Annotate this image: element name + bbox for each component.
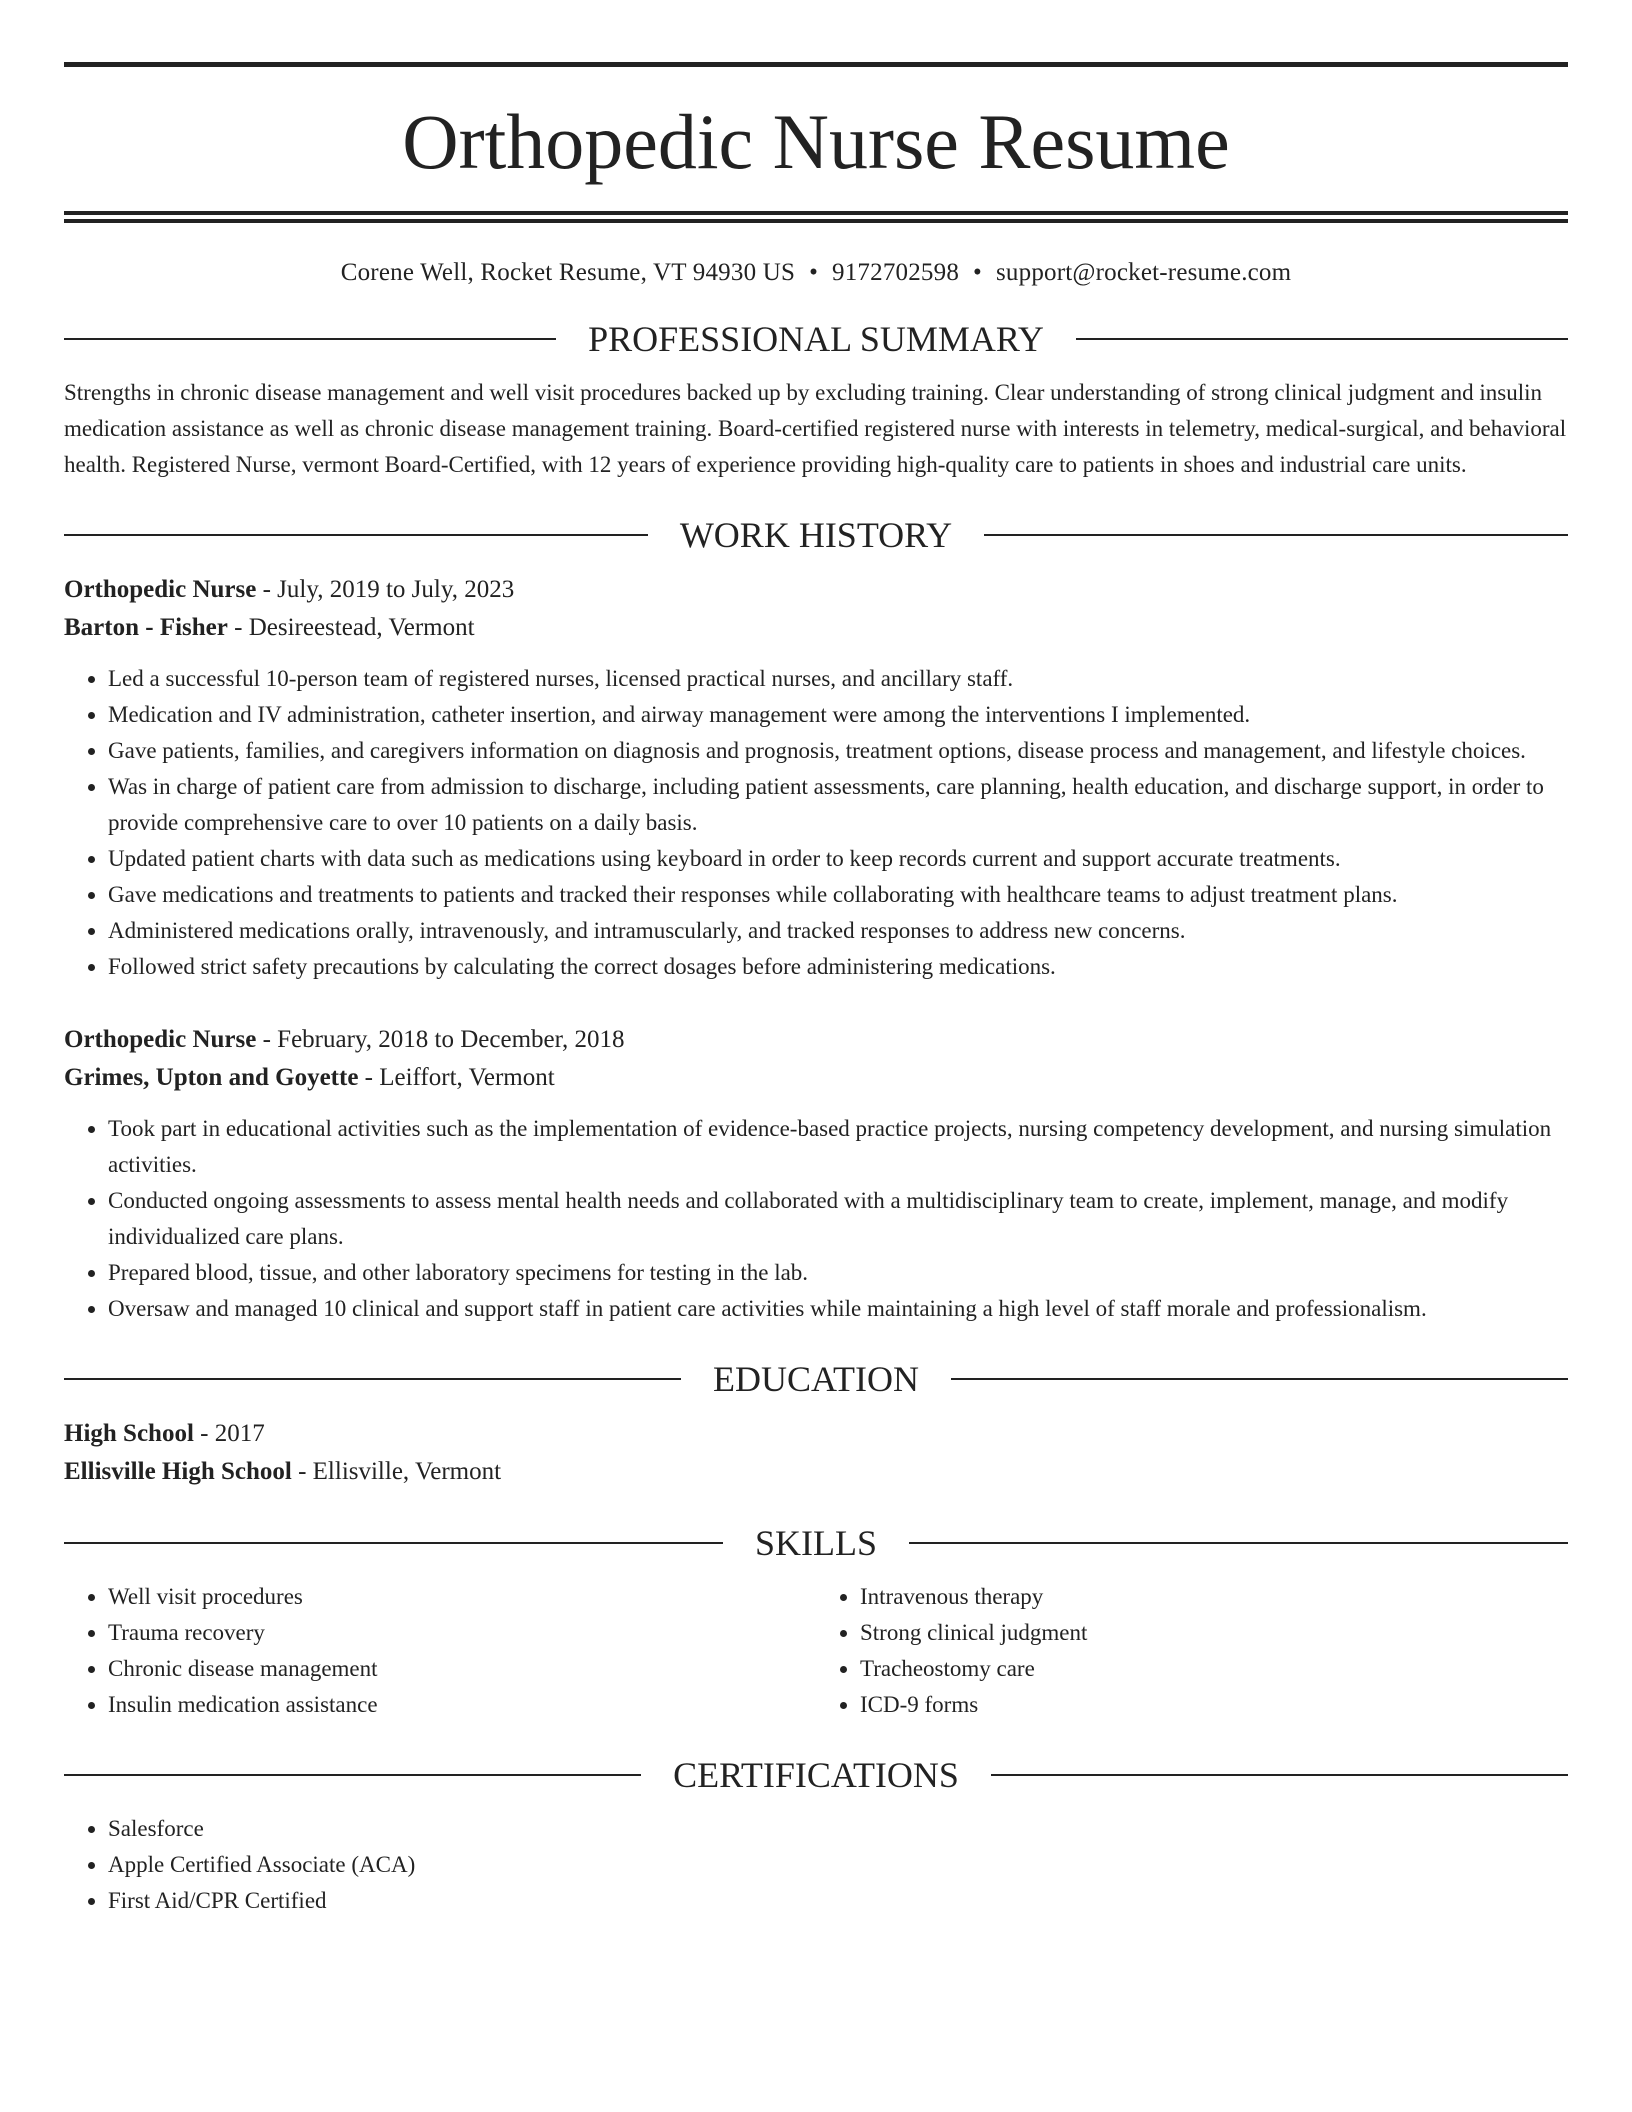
- job-bullet: • Updated patient charts with data such as medications using keyboard in order to keep records current and support accurate treatments.: [108, 841, 1568, 877]
- divider: [984, 534, 1568, 536]
- job-company: Grimes, Upton and Goyette: [64, 1064, 359, 1091]
- section-header-certifications: [64, 1757, 1568, 1793]
- job-list: [64, 571, 1568, 1327]
- section-header-work: [64, 517, 1568, 553]
- job-bullet: • Gave medications and treatments to patients and tracked their responses while collaborating with healthcare teams to adjust treatment plans.: [108, 877, 1568, 913]
- job-bullet: • Oversaw and managed 10 clinical and support staff in patient care activities while maintaining a high level of staff morale and professionalism.: [108, 1291, 1568, 1327]
- contact-separator: •: [809, 259, 819, 286]
- title-double-rule: [64, 211, 1568, 223]
- certification-item: • Salesforce: [108, 1811, 1568, 1847]
- section-title: SKILLS: [755, 1523, 878, 1563]
- section-title: CERTIFICATIONS: [673, 1755, 959, 1795]
- section-title: EDUCATION: [713, 1359, 919, 1399]
- job-company-line: [64, 1059, 1568, 1097]
- divider: [64, 1378, 681, 1380]
- section-header-summary: [64, 321, 1568, 357]
- certifications-list: [64, 1811, 1568, 1919]
- divider: [64, 534, 648, 536]
- job-title-line: [64, 571, 1568, 609]
- job-bullet: • Conducted ongoing assessments to assess mental health needs and collaborated with a multidisciplinary team to create, implement, manage, and modify individualized care plans.: [108, 1183, 1568, 1255]
- education-school-line: [64, 1453, 1568, 1491]
- job-bullet: • Led a successful 10-person team of registered nurses, licensed practical nurses, and ancillary staff.: [108, 661, 1568, 697]
- skills-grid: [64, 1579, 1568, 1723]
- section-title: WORK HISTORY: [679, 515, 953, 555]
- job-location: - Desireestead, Vermont: [227, 614, 475, 641]
- job-location: - Leiffort, Vermont: [358, 1064, 555, 1091]
- job-bullet: • Gave patients, families, and caregivers information on diagnosis and prognosis, treatment options, disease process and management, and lifestyle choices.: [108, 733, 1568, 769]
- skill-item: • ICD-9 forms: [860, 1687, 1568, 1723]
- skill-item: • Strong clinical judgment: [860, 1615, 1568, 1651]
- job-bullets: [64, 661, 1568, 985]
- contact-address: Corene Well, Rocket Resume, VT 94930 US: [340, 259, 796, 286]
- section-title: PROFESSIONAL SUMMARY: [588, 319, 1044, 359]
- education-location: - Ellisville, Vermont: [291, 1458, 502, 1485]
- skill-item: • Well visit procedures: [108, 1579, 816, 1615]
- skills-list-left: [64, 1579, 816, 1723]
- divider: [951, 1378, 1568, 1380]
- skill-item: • Tracheostomy care: [860, 1651, 1568, 1687]
- education-degree-line: [64, 1415, 1568, 1453]
- job-bullet: • Medication and IV administration, catheter insertion, and airway management were among the interventions I implemented.: [108, 697, 1568, 733]
- page-title: Orthopedic Nurse Resume: [402, 98, 1230, 185]
- section-header-education: [64, 1361, 1568, 1397]
- job-company-line: [64, 609, 1568, 647]
- section-header-skills: [64, 1525, 1568, 1561]
- top-rule: [64, 62, 1568, 67]
- job-company: Barton - Fisher: [64, 614, 228, 641]
- certification-item: • First Aid/CPR Certified: [108, 1883, 1568, 1919]
- skill-item: • Chronic disease management: [108, 1651, 816, 1687]
- education-degree: High School: [64, 1420, 194, 1447]
- job-bullet: • Administered medications orally, intravenously, and intramuscularly, and tracked responses to address new concerns.: [108, 913, 1568, 949]
- skill-item: • Intravenous therapy: [860, 1579, 1568, 1615]
- divider: [909, 1542, 1568, 1544]
- contact-email: support@rocket-resume.com: [995, 259, 1292, 286]
- skill-item: • Insulin medication assistance: [108, 1687, 816, 1723]
- skills-list-right: [816, 1579, 1568, 1723]
- divider: [64, 1542, 723, 1544]
- job-entry: [64, 571, 1568, 985]
- divider: [64, 1774, 641, 1776]
- job-title: Orthopedic Nurse: [64, 576, 257, 603]
- divider: [64, 338, 556, 340]
- job-entry: [64, 1021, 1568, 1327]
- divider: [991, 1774, 1568, 1776]
- job-bullet: • Was in charge of patient care from admission to discharge, including patient assessments, care planning, health education, and discharge support, in order to provide comprehensive care to over 10 patients on a daily basis.: [108, 769, 1568, 841]
- education-school: Ellisville High School: [64, 1458, 292, 1485]
- summary-text: Strengths in chronic disease management and well visit procedures backed up by excluding training. Clear understanding of strong clinical judgment and insulin medication assistance as well as chronic disease management training. Board-certified registered nurse with interests in telemetry, medical-surgical, and behavioral health. Registered Nurse, vermont Board-Certified, with 12 years of experience providing high-quality care to patients in shoes and industrial care units.: [64, 380, 1567, 477]
- certification-item: • Apple Certified Associate (ACA): [108, 1847, 1568, 1883]
- job-bullet: • Took part in educational activities such as the implementation of evidence-based practice projects, nursing competency development, and nursing simulation activities.: [108, 1111, 1568, 1183]
- job-title: Orthopedic Nurse: [64, 1026, 257, 1053]
- job-bullets: [64, 1111, 1568, 1327]
- skill-item: • Trauma recovery: [108, 1615, 816, 1651]
- education-year: - 2017: [193, 1420, 265, 1447]
- contact-line: [64, 259, 1568, 287]
- job-bullet: • Followed strict safety precautions by calculating the correct dosages before administering medications.: [108, 949, 1568, 985]
- job-dates: - July, 2019 to July, 2023: [256, 576, 515, 603]
- job-bullet: • Prepared blood, tissue, and other laboratory specimens for testing in the lab.: [108, 1255, 1568, 1291]
- divider: [1076, 338, 1568, 340]
- contact-phone: 9172702598: [832, 259, 960, 286]
- job-dates: - February, 2018 to December, 2018: [256, 1026, 625, 1053]
- contact-separator: •: [973, 259, 982, 286]
- job-title-line: [64, 1021, 1568, 1059]
